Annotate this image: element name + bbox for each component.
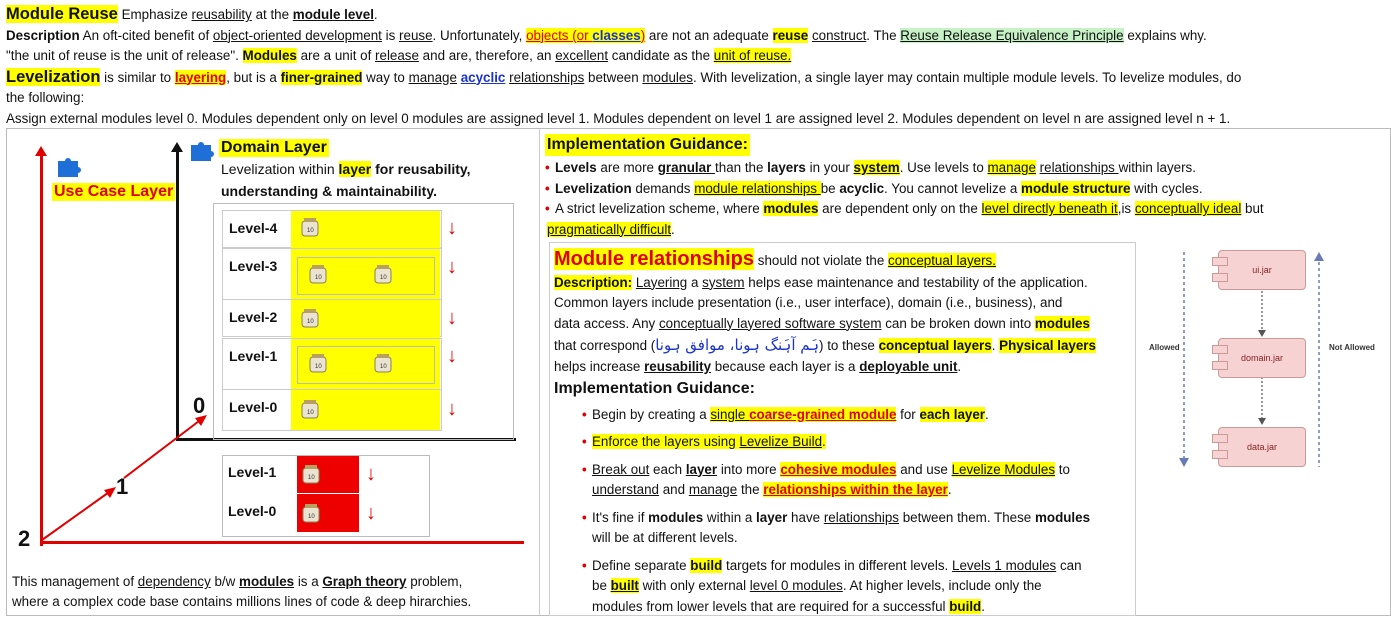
assign-levels-line: Assign external modules level 0. Modules dependent only on level 0 modules are assigned level 1. Modules dependent on level 1 are assigned level 2. Modules dependent on level n are assigned level n + 1. <box>6 109 1386 130</box>
level-0-down-arrow: ↓ <box>447 398 457 421</box>
usecase-level-1-down-arrow: ↓ <box>366 463 376 486</box>
axis-label-0: 0 <box>193 393 205 419</box>
impl-bullet-1: • Levels are more granular than the layers in your system. Use levels to manage relationships within layers. <box>545 158 1385 179</box>
impl-guidance-title: Implementation Guidance: <box>545 134 750 156</box>
domain-layer-desc-2: understanding & maintainability. <box>221 183 437 199</box>
guidance-item-5-cont: be built with only external level 0 modules. At higher levels, include only the <box>582 576 1132 597</box>
jar-icon <box>372 352 394 374</box>
jar-icon <box>307 352 329 374</box>
ui-jar-peg <box>1212 257 1228 266</box>
svg-text:10: 10 <box>308 475 315 481</box>
unit-of-reuse-line: "the unit of reuse is the unit of release". Modules are a unit of release and are, therefore, an excellent candidate as the unit of reuse. <box>6 46 1386 67</box>
domain-jar-peg <box>1212 361 1228 370</box>
impl-guidance-section <box>545 134 1385 240</box>
use-case-puzzle-icon <box>56 155 82 177</box>
svg-text:10: 10 <box>308 514 315 520</box>
modrel-desc-3: data access. Any conceptually layered software system can be broken down into modules <box>554 314 1132 335</box>
arrow-2-to-1-head <box>104 487 116 498</box>
domain-jar-box: domain.jar <box>1218 338 1306 378</box>
domain-layer-desc-1: Levelization within layer for reusability, <box>221 161 471 177</box>
jar-icon <box>300 502 322 524</box>
description-line: Description An oft-cited benefit of object-oriented development is reuse. Unfortunately, objects (or classes) are not an adequate reuse construct. The Reuse Release Equivalence Principle explains why. <box>6 26 1386 47</box>
level-1-down-arrow: ↓ <box>447 345 457 368</box>
arrow-2-to-1 <box>42 490 112 540</box>
modrel-desc-5: helps increase reusability because each layer is a deployable unit. <box>554 357 1132 378</box>
levelization-line: Levelization is similar to layering, but is a finer-grained way to manage acyclic relationships between modules. With levelization, a single layer may contain multiple module levels. To levelize modules, do <box>6 67 1386 89</box>
guidance-item-3: • Break out each layer into more cohesive modules and use Levelize Modules to <box>582 460 1132 481</box>
allowed-label: Allowed <box>1149 343 1180 352</box>
guidance-item-4-cont: will be at different levels. <box>582 528 1132 549</box>
ui-jar-peg <box>1212 273 1228 282</box>
domain-layer-title: Domain Layer <box>219 139 329 157</box>
level-label: Level-4 <box>229 220 277 236</box>
guidance-item-4: • It's fine if modules within a layer have relationships between them. These modules <box>582 508 1132 529</box>
domain-to-data-head <box>1258 418 1266 425</box>
domain-puzzle-icon <box>189 139 215 161</box>
modrel-guidance-list <box>554 405 1132 617</box>
use-case-layer-label: Use Case Layer <box>52 183 175 201</box>
guidance-item-1: • Begin by creating a single coarse-grained module for each layer. <box>582 405 1132 426</box>
module-reuse-title: Module Reuse <box>6 5 118 23</box>
modrel-desc-2: Common layers include presentation (i.e., user interface), domain (i.e., business), and <box>554 293 1132 314</box>
impl-bullet-3: • A strict levelization scheme, where modules are dependent only on the level directly beneath it,is conceptually ideal but <box>545 199 1385 220</box>
modrel-guidance-title: Implementation Guidance: <box>554 378 1132 400</box>
axis-label-2: 2 <box>18 526 30 552</box>
usecase-level-0-down-arrow: ↓ <box>366 502 376 525</box>
jar-icon <box>307 263 329 285</box>
domain-jar-peg <box>1212 345 1228 354</box>
svg-text:10: 10 <box>380 364 387 370</box>
module-reuse-line: Module Reuse Emphasize reusability at the module level. <box>6 4 1386 26</box>
level-label: Level-2 <box>229 309 277 325</box>
jar-icon <box>299 307 321 329</box>
following-line: the following: <box>6 88 1386 109</box>
level-label: Level-3 <box>229 258 277 274</box>
level-label: Level-1 <box>229 348 277 364</box>
ui-to-domain-head <box>1258 330 1266 337</box>
diagram-caption: This management of dependency b/w modules is a Graph theory problem, where a complex code base contains millions lines of code & deep hirarchies. <box>12 572 532 612</box>
not-allowed-arrowhead <box>1314 252 1324 261</box>
guidance-item-5: • Define separate build targets for modules in different levels. Levels 1 modules can <box>582 556 1132 577</box>
svg-text:10: 10 <box>315 275 322 281</box>
jar-icon <box>372 263 394 285</box>
levelization-title: Levelization <box>6 68 100 86</box>
jar-icon <box>299 398 321 420</box>
modrel-title: Module relationships <box>554 248 754 270</box>
svg-text:10: 10 <box>380 275 387 281</box>
level-4-down-arrow: ↓ <box>447 217 457 240</box>
not-allowed-label: Not Allowed <box>1329 343 1375 352</box>
jar-dependency-diagram <box>1136 242 1386 482</box>
guidance-item-5-cont2: modules from lower levels that are required for a successful build. <box>582 597 1132 617</box>
impl-bullet-2: • Levelization demands module relationships be acyclic. You cannot levelize a module structure with cycles. <box>545 179 1385 200</box>
jar-icon <box>299 216 321 238</box>
level-2-down-arrow: ↓ <box>447 307 457 330</box>
allowed-arrowhead <box>1179 458 1189 467</box>
arrow-1-to-0 <box>124 418 203 478</box>
data-jar-peg <box>1212 450 1228 459</box>
jar-icon <box>300 463 322 485</box>
svg-text:10: 10 <box>307 410 314 416</box>
modrel-title-line: Module relationships should not violate the conceptual layers. <box>554 249 1132 272</box>
level-3-down-arrow: ↓ <box>447 256 457 279</box>
level-label: Level-0 <box>229 399 277 415</box>
svg-text:10: 10 <box>315 364 322 370</box>
axis-label-1: 1 <box>116 474 128 500</box>
level-label: Level-0 <box>228 503 276 519</box>
svg-text:10: 10 <box>307 228 314 234</box>
guidance-item-2: • Enforce the layers using Levelize Build. <box>582 432 1132 453</box>
data-jar-peg <box>1212 434 1228 443</box>
guidance-item-3-cont: understand and manage the relationships within the layer. <box>582 480 1132 501</box>
level-label: Level-1 <box>228 464 276 480</box>
svg-text:10: 10 <box>307 319 314 325</box>
module-relationships-section <box>554 249 1132 617</box>
data-jar-box: data.jar <box>1218 427 1306 467</box>
modrel-desc-4: that correspond (ہَم آہَنگ ہونا، موافق ہونا) to these conceptual layers. Physical layers <box>554 334 1132 357</box>
ui-jar-box: ui.jar <box>1218 250 1306 290</box>
impl-bullet-3-cont: pragmatically difficult. <box>545 220 1385 241</box>
modrel-desc-1: Description: Layering a system helps ease maintenance and testability of the application. <box>554 273 1132 294</box>
